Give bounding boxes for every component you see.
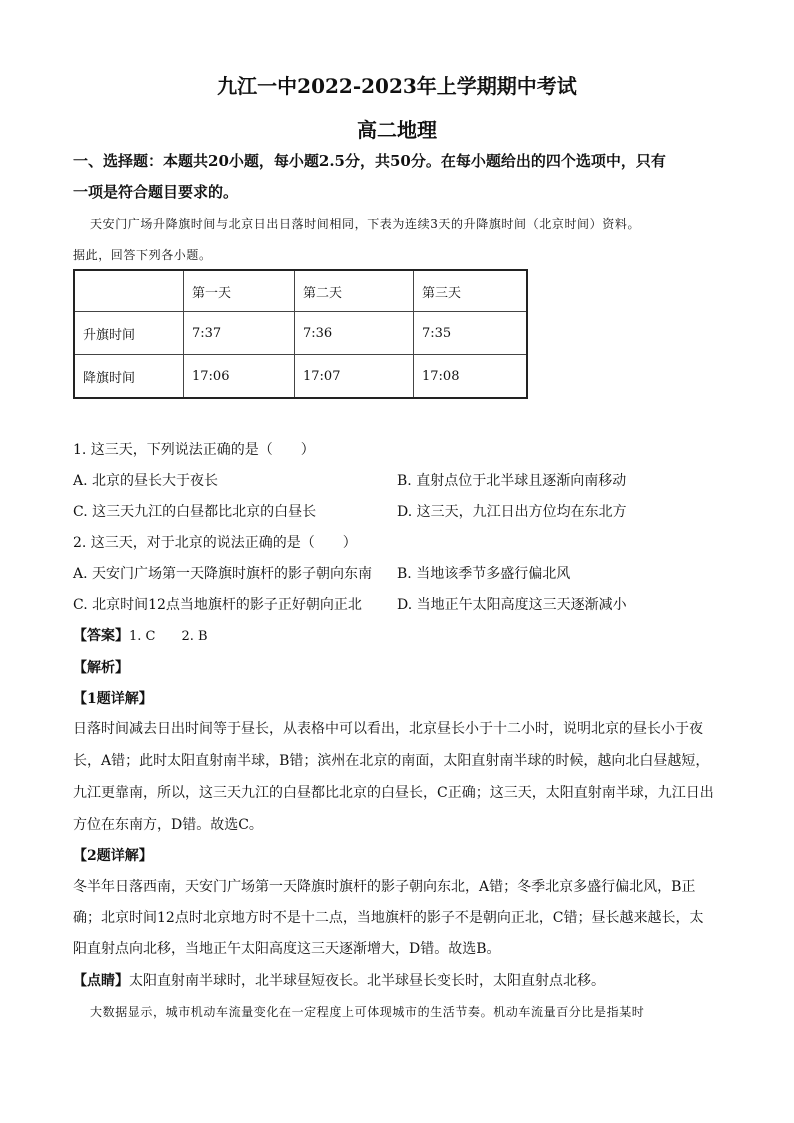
table-cell: 17:06 xyxy=(184,355,295,399)
question-2-option-b: B. 当地该季节多盛行偏北风 xyxy=(397,566,571,582)
question-2-option-a: A. 天安门广场第一天降旗时旗杆的影子朝向东南 xyxy=(73,566,373,582)
tip-text: 太阳直射南半球时，北半球昼短夜长。北半球昼长变长时，太阳直射点北移。 xyxy=(129,973,605,989)
table-header-cell: 第三天 xyxy=(414,270,528,312)
table-cell: 7:35 xyxy=(414,312,528,355)
question-1-option-a: A. 北京的昼长大于夜长 xyxy=(73,473,219,489)
flag-time-table xyxy=(73,269,528,399)
detail-1-line: 九江更靠南，所以，这三天九江的白昼都比北京的白昼长，C正确；这三天，太阳直射南半球，九江日出 xyxy=(73,785,714,801)
intro-line2: 据此，回答下列各小题。 xyxy=(73,248,212,262)
question-2-option-c: C. 北京时间12点当地旗杆的影子正好朝向正北 xyxy=(73,597,362,613)
detail-1-line: 方位在东南方，D错。故选C。 xyxy=(73,817,263,833)
page-title: 九江一中2022-2023年上学期期中考试 xyxy=(217,74,577,98)
table-header-cell xyxy=(74,270,184,312)
detail-1-label: 【1题详解】 xyxy=(73,691,153,707)
detail-2-line: 冬半年日落西南，天安门广场第一天降旗时旗杆的影子朝向东北，A错；冬季北京多盛行偏北风，B正 xyxy=(73,879,696,895)
question-1-stem: 1. 这三天，下列说法正确的是（ ） xyxy=(73,442,315,458)
question-1-option-c: C. 这三天九江的白昼都比北京的白昼长 xyxy=(73,504,317,520)
table-cell: 17:08 xyxy=(414,355,528,399)
table-header-cell: 第一天 xyxy=(184,270,295,312)
detail-2-label: 【2题详解】 xyxy=(73,848,153,864)
detail-1-line: 长，A错；此时太阳直射南半球，B错；滨州在北京的南面，太阳直射南半球的时候，越向北白昼越短， xyxy=(73,753,710,769)
table-header-row xyxy=(74,270,527,312)
detail-2-line: 确；北京时间12点时北京地方时不是十二点，当地旗杆的影子不是朝向正北，C错；昼长越来越长，太 xyxy=(73,910,704,926)
table-cell: 7:37 xyxy=(184,312,295,355)
analysis-label: 【解析】 xyxy=(73,660,129,676)
question-1-option-d: D. 这三天，九江日出方位均在东北方 xyxy=(397,504,627,520)
tip-label: 【点睛】 xyxy=(73,973,129,989)
page-subtitle: 高二地理 xyxy=(357,118,437,142)
intro-line1: 天安门广场升降旗时间与北京日出日落时间相同，下表为连续3天的升降旗时间（北京时间）资料。 xyxy=(90,217,641,231)
section-heading-line2: 一项是符合题目要求的。 xyxy=(73,183,239,201)
question-2-stem: 2. 这三天，对于北京的说法正确的是（ ） xyxy=(73,535,357,551)
question-1-option-b: B. 直射点位于北半球且逐渐向南移动 xyxy=(397,473,627,489)
table-row xyxy=(74,312,527,355)
answer-text: 1. C 2. B xyxy=(129,629,208,644)
answer-label: 【答案】 xyxy=(73,628,129,644)
answer-line xyxy=(73,625,208,645)
section-heading-line1: 一、选择题：本题共20小题，每小题2.5分，共50分。在每小题给出的四个选项中，只有 xyxy=(73,152,666,170)
table-cell: 17:07 xyxy=(295,355,414,399)
table-cell: 升旗时间 xyxy=(74,312,184,355)
tip-line xyxy=(73,970,605,990)
table-header-cell: 第二天 xyxy=(295,270,414,312)
detail-1-line: 日落时间减去日出时间等于昼长，从表格中可以看出，北京昼长小于十二小时，说明北京的昼长小于夜 xyxy=(73,721,703,737)
question-2-option-d: D. 当地正午太阳高度这三天逐渐减小 xyxy=(397,597,627,613)
table-cell: 降旗时间 xyxy=(74,355,184,399)
table-cell: 7:36 xyxy=(295,312,414,355)
detail-2-line: 阳直射点向北移，当地正午太阳高度这三天逐渐增大，D错。故选B。 xyxy=(73,941,501,957)
intro-2-line1: 大数据显示，城市机动车流量变化在一定程度上可体现城市的生活节奏。机动车流量百分比是指某时 xyxy=(90,1005,645,1019)
table-row xyxy=(74,355,527,399)
